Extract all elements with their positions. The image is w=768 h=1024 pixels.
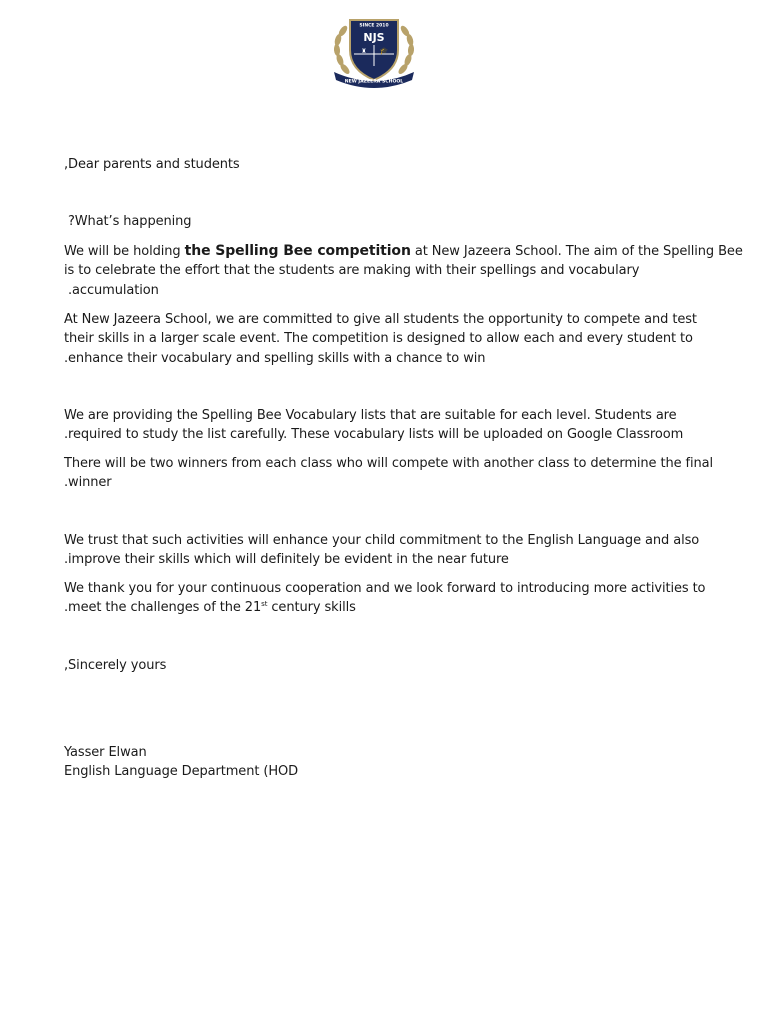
logo-since-text: SINCE 2010 bbox=[359, 23, 389, 29]
laurel-left-icon bbox=[333, 24, 351, 75]
p6-superscript: st bbox=[261, 600, 268, 609]
p1-before: We will be holding bbox=[64, 244, 185, 259]
p1-bold-competition: the Spelling Bee competition bbox=[184, 243, 411, 259]
signature-title: English Language Department (HOD bbox=[64, 764, 299, 780]
grad-cap-icon: 🎓 bbox=[379, 47, 389, 55]
paragraph-4 bbox=[64, 454, 714, 493]
paragraph-2 bbox=[64, 310, 709, 368]
school-logo bbox=[330, 14, 418, 90]
book-icon: ♜ bbox=[361, 48, 367, 55]
paragraph-5 bbox=[64, 531, 709, 570]
laurel-right-icon bbox=[397, 24, 415, 75]
p1-after: at New Jazeera School. The aim of the Spelling Bee bbox=[410, 244, 743, 259]
p2-line3: .enhance their vocabulary and spelling skills with a chance to win bbox=[64, 350, 486, 366]
p4-line2: .winner bbox=[64, 475, 112, 491]
p3-line1: We are providing the Spelling Bee Vocabulary lists that are suitable for each level. Students are bbox=[64, 408, 677, 423]
signature-name: Yasser Elwan bbox=[64, 745, 147, 760]
logo-initials-text: NJS bbox=[363, 31, 385, 44]
p3-line2: .required to study the list carefully. These vocabulary lists will be uploaded on Google Classroom bbox=[64, 427, 684, 443]
paragraph-3 bbox=[64, 406, 709, 445]
signature-block bbox=[64, 743, 709, 782]
p5-line2: .improve their skills which will definitely be evident in the near future bbox=[64, 552, 509, 568]
p5-line1: We trust that such activities will enhance your child commitment to the English Language and also bbox=[64, 533, 700, 548]
p1-line2: is to celebrate the effort that the students are making with their spellings and vocabulary bbox=[64, 263, 640, 279]
paragraph-6 bbox=[64, 579, 709, 618]
p2-line1: At New Jazeera School, we are committed to give all students the opportunity to compete and test bbox=[64, 312, 697, 327]
logo-school-name-text: NEW JAZEERA SCHOOL bbox=[344, 79, 404, 85]
p6-line1: We thank you for your continuous cooperation and we look forward to introducing more activities to bbox=[64, 581, 706, 596]
p4-line1: There will be two winners from each class who will compete with another class to determine the final bbox=[64, 456, 714, 471]
greeting: ,Dear parents and students bbox=[64, 157, 240, 172]
p6-line2-before: .meet the challenges of the 21 bbox=[64, 600, 262, 616]
subheading: ?What’s happening bbox=[68, 214, 192, 229]
paragraph-1 bbox=[64, 242, 743, 300]
closing: ,Sincerely yours bbox=[64, 658, 167, 673]
p6-line2-after: century skills bbox=[267, 600, 356, 616]
p1-line3: .accumulation bbox=[68, 282, 159, 298]
p2-line2: their skills in a larger scale event. The competition is designed to allow each and every student to bbox=[64, 331, 693, 347]
